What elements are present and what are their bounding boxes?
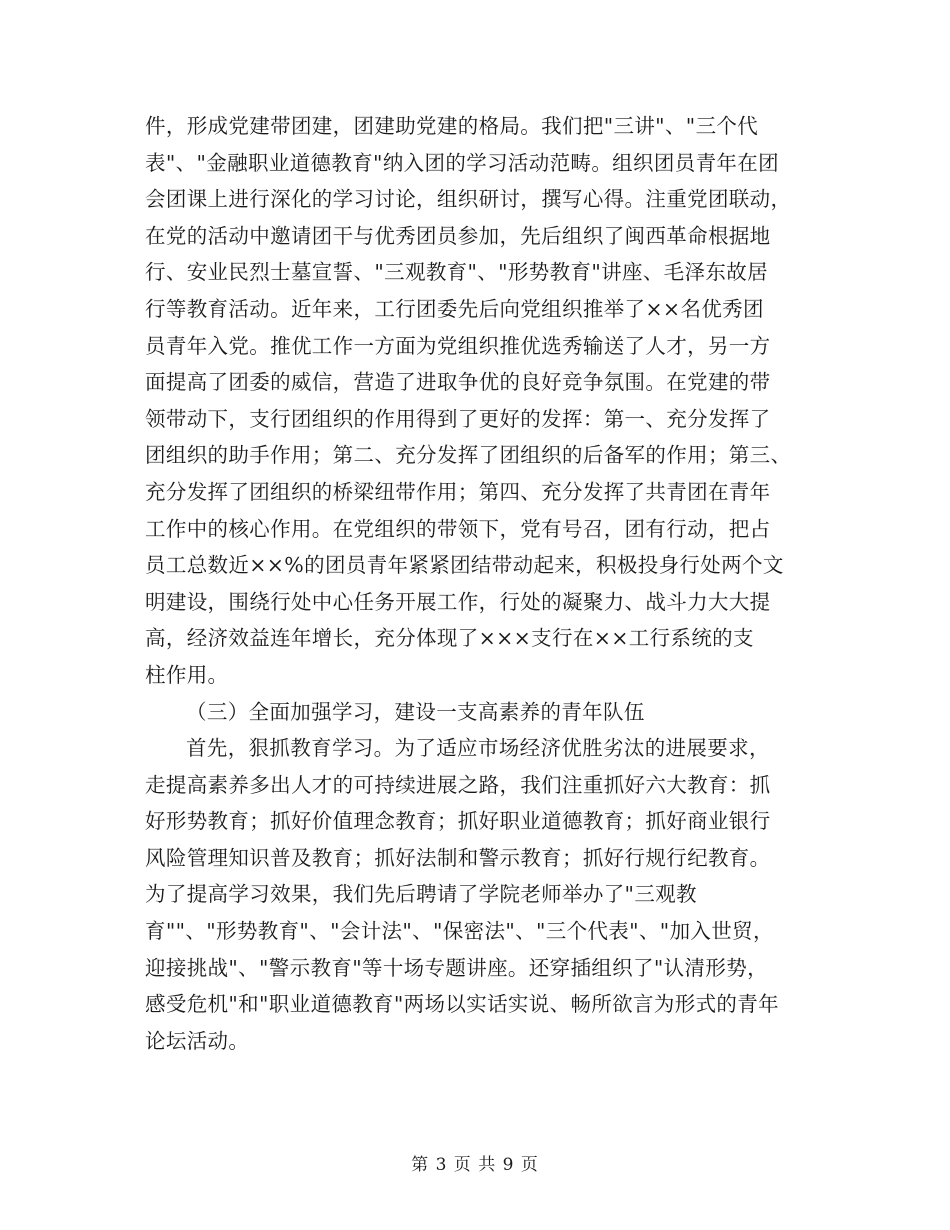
text-line: 行、安业民烈士墓宣誓、"三观教育"、"形势教育"讲座、毛泽东故居	[145, 260, 768, 285]
text-line: 充分发挥了团组织的桥梁纽带作用；第四、充分发挥了共青团在青年	[145, 479, 771, 504]
document-body	[145, 108, 805, 1059]
text-line: 高，经济效益连年增长，充分体现了×××支行在××工行系统的支	[145, 626, 754, 651]
text-line: 面提高了团委的威信，营造了进取争优的良好竞争氛围。在党建的带	[145, 370, 771, 395]
text-line: 员青年入党。推优工作一方面为党组织推优选秀输送了人才，另一方	[145, 333, 771, 358]
text-line: 工作中的核心作用。在党组织的带领下，党有号召，团有行动，把占	[145, 516, 771, 541]
text-line: 领带动下，支行团组织的作用得到了更好的发挥：第一、充分发挥了	[145, 406, 771, 431]
text-line: 风险管理知识普及教育；抓好法制和警示教育；抓好行规行纪教育。	[145, 845, 771, 870]
text-line: 表"、"金融职业道德教育"纳入团的学习活动范畴。组织团员青年在团	[145, 150, 779, 175]
text-line: 件，形成党建带团建，团建助党建的格局。我们把"三讲"、"三个代	[145, 114, 759, 138]
text-line: 论坛活动。	[145, 1028, 250, 1053]
text-line: 明建设，围绕行处中心任务开展工作，行处的凝聚力、战斗力大大提	[145, 589, 771, 614]
text-line: 在党的活动中邀请团干与优秀团员参加，先后组织了闽西革命根据地	[145, 223, 771, 248]
text-line: 行等教育活动。近年来，工行团委先后向党组织推举了××名优秀团	[145, 296, 764, 321]
text-line: 会团课上进行深化的学习讨论，组织研讨，撰写心得。注重党团联动，	[145, 187, 792, 212]
text-line: 感受危机"和"职业道德教育"两场以实话实说、畅所欲言为形式的青年	[145, 992, 779, 1017]
text-line: 育""、"形势教育"、"会计法"、"保密法"、"三个代表"、"加入世贸，	[145, 919, 774, 944]
text-line: 迎接挑战"、"警示教育"等十场专题讲座。还穿插组织了"认清形势，	[145, 955, 768, 980]
text-line: 首先，狠抓教育学习。为了适应市场经济优胜劣汰的进展要求，	[186, 736, 770, 761]
page-number-footer: 第 3 页 共 9 页	[411, 1155, 539, 1175]
paragraph-education-study	[145, 730, 805, 1059]
section-heading: （三）全面加强学习，建设一支高素养的青年队伍	[186, 699, 645, 724]
paragraph-party-youth-work	[145, 108, 805, 694]
text-line: 走提高素养多出人才的可持续进展之路，我们注重抓好六大教育：抓	[145, 772, 771, 797]
text-line: 团组织的助手作用；第二、充分发挥了团组织的后备军的作用；第三、	[145, 443, 792, 468]
text-line: 员工总数近××%的团员青年紧紧团结带动起来，积极投身行处两个文	[145, 553, 784, 578]
text-line: 为了提高学习效果，我们先后聘请了学院老师举办了"三观教	[145, 882, 697, 907]
text-line: 好形势教育；抓好价值理念教育；抓好职业道德教育；抓好商业银行	[145, 809, 771, 834]
text-line: 柱作用。	[145, 662, 229, 687]
